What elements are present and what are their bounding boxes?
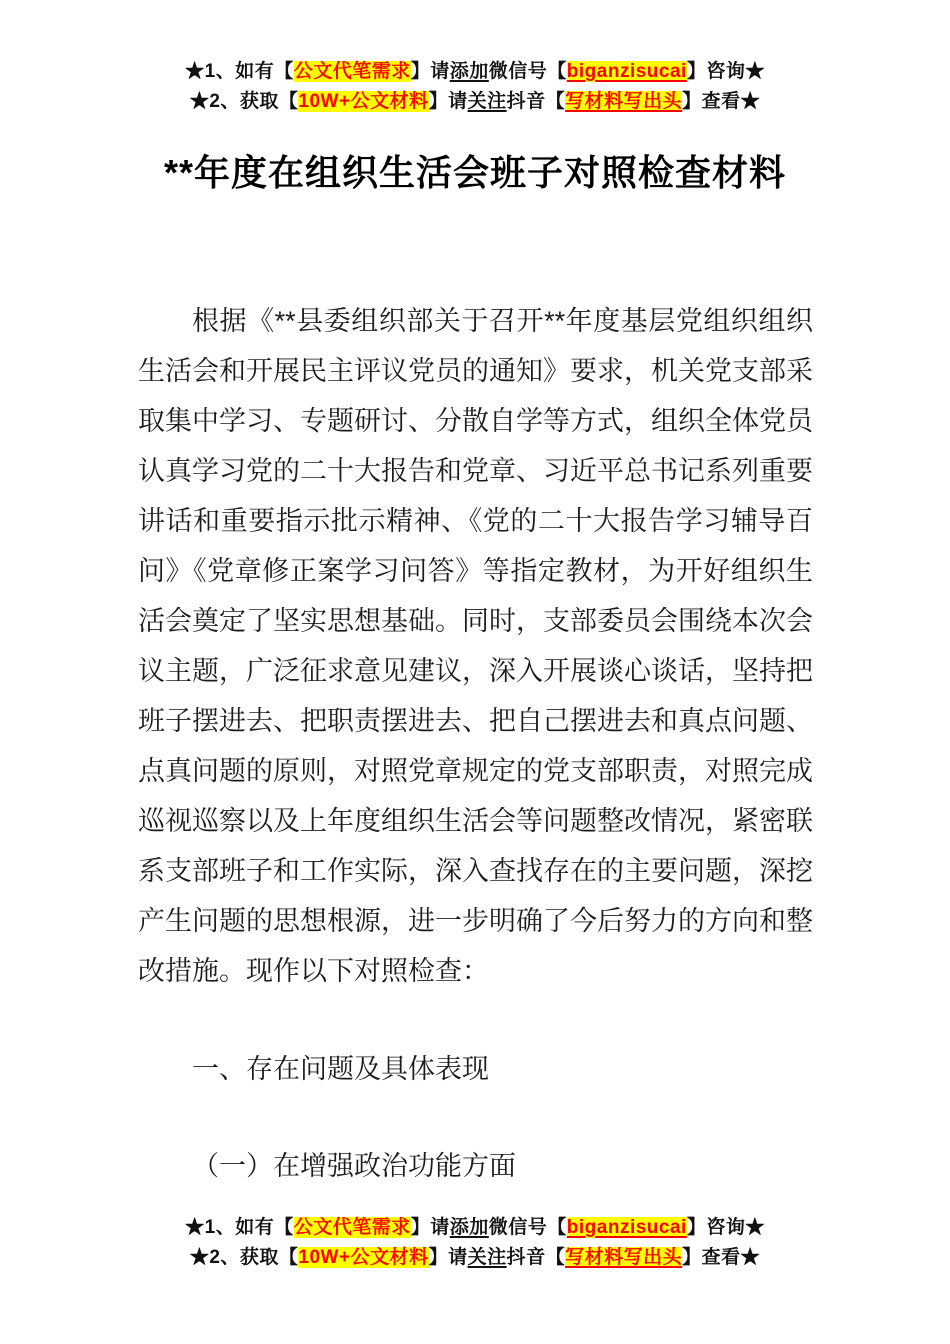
promo-segment: 添加 bbox=[449, 1217, 489, 1238]
promo-line bbox=[0, 87, 950, 117]
promo-segment: 微信号【 bbox=[488, 61, 567, 82]
promo-segment: 写材料写出头 bbox=[565, 91, 683, 112]
promo-segment: 写材料写出头 bbox=[565, 1247, 683, 1268]
promo-segment: ★1、如有【 bbox=[185, 61, 294, 82]
promo-segment: 公文代笔需求 bbox=[293, 1217, 411, 1238]
subsection-heading: （一）在增强政治功能方面 bbox=[192, 1151, 516, 1181]
promo-segment: 关注 bbox=[467, 91, 507, 112]
promo-segment: 】请 bbox=[410, 1217, 450, 1238]
promo-segment: 抖音【 bbox=[506, 91, 566, 112]
promo-segment: 】请 bbox=[428, 91, 468, 112]
promo-segment: 10W+公文材料 bbox=[298, 91, 429, 112]
document-title: **年度在组织生活会班子对照检查材料 bbox=[163, 152, 787, 193]
promo-segment: 】请 bbox=[410, 61, 450, 82]
promo-segment: ★1、如有【 bbox=[185, 1217, 294, 1238]
promo-segment: 10W+公文材料 bbox=[298, 1247, 429, 1268]
section-heading: 一、存在问题及具体表现 bbox=[192, 1054, 489, 1084]
promo-segment: 微信号【 bbox=[488, 1217, 567, 1238]
promo-segment: biganzisucai bbox=[566, 1217, 687, 1238]
document-body bbox=[138, 296, 813, 1191]
promo-segment: 关注 bbox=[467, 1247, 507, 1268]
footer-promo bbox=[0, 1213, 950, 1273]
promo-segment: 】查看★ bbox=[682, 1247, 761, 1268]
promo-segment: 】请 bbox=[428, 1247, 468, 1268]
promo-segment: 公文代笔需求 bbox=[293, 61, 411, 82]
promo-line bbox=[0, 57, 950, 87]
intro-paragraph: 根据《**县委组织部关于召开**年度基层党组织组织生活会和开展民主评议党员的通知》要求，机关党支部采取集中学习、专题研讨、分散自学等方式，组织全体党员认真学习党的二十大报告和党章、习近平总书记系列重要讲话和重要指示批示精神、《党的二十大报告学习辅导百问》《党章修正案学习问答》等指定教材，为开好组织生活会奠定了坚实思想基础。同时，支部委员会围绕本次会议主题，广泛征求意见建议，深入开展谈心谈话，坚持把班子摆进去、把职责摆进去、把自己摆进去和真点问题、点真问题的原则，对照党章规定的党支部职责，对照完成巡视巡察以及上年度组织生活会等问题整改情况，紧密联系支部班子和工作实际，深入查找存在的主要问题，深挖产生问题的思想根源，进一步明确了今后努力的方向和整改措施。现作以下对照检查： bbox=[138, 306, 813, 986]
promo-segment: 】查看★ bbox=[682, 91, 761, 112]
promo-line bbox=[0, 1213, 950, 1243]
promo-segment: 添加 bbox=[449, 61, 489, 82]
promo-line bbox=[0, 1243, 950, 1273]
promo-segment: 抖音【 bbox=[506, 1247, 566, 1268]
promo-segment: ★2、获取【 bbox=[189, 91, 299, 112]
promo-segment: 】咨询★ bbox=[686, 61, 765, 82]
promo-segment: biganzisucai bbox=[566, 61, 687, 82]
promo-segment: 】咨询★ bbox=[686, 1217, 765, 1238]
promo-segment: ★2、获取【 bbox=[189, 1247, 299, 1268]
header-promo bbox=[0, 0, 950, 117]
